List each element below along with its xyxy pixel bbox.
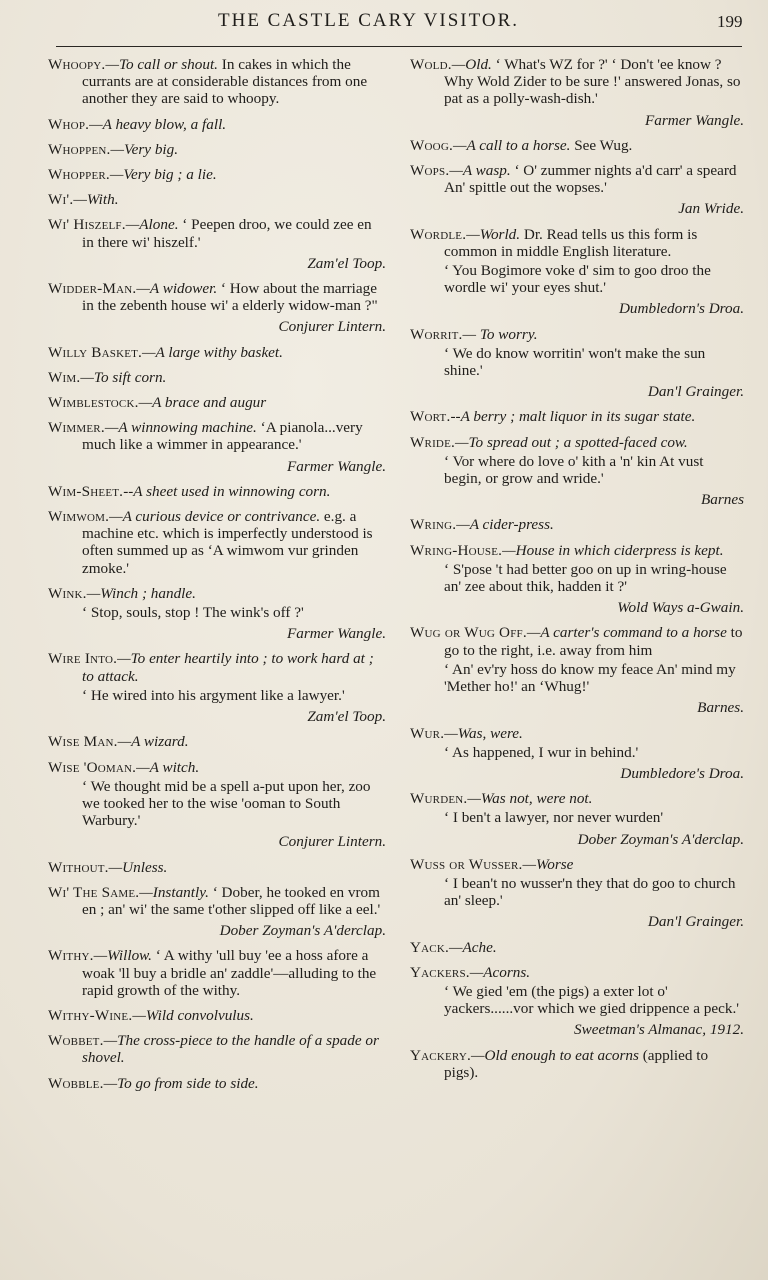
entry-text: ‘ Dober, he tooked en vrom en ; an' wi' the same t'other slipped off like a eel.'	[82, 883, 381, 918]
entry-quotation: ‘ S'pose 't had better goo on up in wring-house an' zee about thik, hadden it ?'	[444, 560, 727, 596]
entry-text: Dr. Read tells us this form is common in middle English literature.	[444, 225, 698, 260]
entry-source: Farmer Wangle.	[287, 457, 386, 475]
entry-source: Dan'l Grainger.	[647, 383, 744, 401]
left-column	[48, 56, 386, 1100]
entry-source: Zam'el Toop.	[307, 708, 386, 726]
entry-source: Conjurer Lintern.	[278, 833, 386, 851]
entry-quotation: ‘ Vor where do love o' kith a 'n' kin At vust begin, or grow and wride.'	[444, 452, 704, 488]
entry-definition: —A large withy basket.	[142, 343, 283, 361]
entry-definition: —A call to a horse.	[452, 136, 571, 154]
dictionary-entry	[48, 344, 386, 361]
entry-definition: —A curious device or contrivance.	[109, 508, 321, 526]
entry-headword: Wort.	[410, 408, 451, 426]
entry-text: In cakes in which the currants are at considerable distances from one another they are said to whoopy.	[82, 56, 368, 108]
entry-text: to go to the right, i.e. away from him	[444, 624, 743, 659]
entry-definition: —A widower.	[136, 280, 218, 298]
dictionary-entry	[48, 650, 386, 684]
entry-definition: —Worse	[522, 855, 574, 873]
entry-headword: Wordle.	[410, 225, 467, 243]
entry-headword: Wring.	[410, 516, 457, 534]
entry-definition: --A berry ; malt liquor in its sugar state.	[450, 408, 696, 426]
entry-headword: Wimwom.	[48, 508, 110, 526]
entry-headword: Wops.	[410, 162, 450, 180]
entry-headword: Wise Man.	[48, 733, 118, 751]
dictionary-entry	[410, 408, 744, 425]
entry-source: Dan'l Grainger.	[647, 913, 744, 931]
dictionary-entry	[48, 141, 386, 158]
dictionary-entry	[48, 56, 386, 108]
entry-definition: —Very big ; a lie.	[109, 166, 217, 184]
entry-source: Jan Wride.	[678, 200, 744, 218]
entry-quotation: ‘ As happened, I wur in behind.'	[444, 743, 639, 761]
entry-headword: Withy.	[48, 947, 94, 965]
dictionary-entry	[410, 964, 744, 981]
entry-definition: —To enter heartily into ; to work hard at ; to attack.	[82, 650, 374, 685]
entry-headword: Yackers.	[410, 963, 470, 981]
dictionary-entry	[48, 1075, 386, 1092]
entry-definition: --A sheet used in winnowing corn.	[123, 482, 331, 500]
entry-source: Conjurer Lintern.	[278, 318, 386, 336]
dictionary-entry	[410, 326, 744, 343]
entry-quotation: ‘ We gied 'em (the pigs) a exter lot o' yackers......vor which we gied drippence a peck.'	[444, 982, 739, 1018]
dictionary-entry	[48, 884, 386, 918]
entry-text: ‘ A withy 'ull buy 'ee a hoss afore a woak 'll buy a bridle an' zaddle'—alluding to the rapid growth of the withy.	[82, 947, 377, 999]
dictionary-entry	[48, 419, 386, 453]
entry-headword: Wurden.	[410, 790, 468, 808]
dictionary-entry	[48, 585, 386, 602]
dictionary-entry	[410, 516, 744, 533]
right-column	[410, 56, 744, 1089]
dictionary-entry	[410, 434, 744, 451]
dictionary-entry	[48, 369, 386, 386]
entry-headword: Wride.	[410, 433, 455, 451]
entry-headword: Without.	[48, 858, 109, 876]
dictionary-entry	[48, 394, 386, 411]
dictionary-entry	[410, 1047, 744, 1081]
dictionary-entry	[48, 116, 386, 133]
entry-headword: Wi'.	[48, 191, 74, 209]
dictionary-entry	[410, 226, 744, 260]
entry-definition: —Very big.	[110, 140, 179, 158]
entry-text: (applied to pigs).	[444, 1046, 709, 1081]
entry-quotation: ‘ You Bogimore voke d' sim to goo droo the wordle wi' your eyes shut.'	[444, 262, 711, 297]
header-rule	[56, 46, 742, 47]
entry-definition: —Was not, were not.	[467, 790, 593, 808]
dictionary-entry	[410, 725, 744, 742]
entry-definition: —A witch.	[136, 758, 200, 776]
dictionary-entry	[48, 859, 386, 876]
dictionary-entry	[48, 947, 386, 999]
entry-quotation: ‘ I bean't no wusser'n they that do goo to church an' sleep.'	[444, 874, 736, 910]
dictionary-entry	[410, 790, 744, 807]
entry-quotation: ‘ He wired into his argyment like a lawyer.'	[82, 686, 345, 704]
entry-text: ‘ Peepen droo, we could zee en in there wi' hiszelf.'	[82, 216, 372, 251]
entry-quotation: ‘ We thought mid be a spell a-put upon her, zoo we tooked her to the wise 'ooman to South Warbury.'	[82, 777, 371, 830]
entry-headword: Wi' Hiszelf.	[48, 216, 126, 234]
entry-quotation: ‘ I ben't a lawyer, nor never wurden'	[444, 809, 664, 827]
entry-definition: —To call or shout.	[105, 56, 218, 73]
entry-definition: —Old.	[451, 56, 492, 73]
entry-headword: Whoopy.	[48, 56, 106, 73]
page-number: 199	[717, 12, 743, 31]
dictionary-entry	[48, 483, 386, 500]
entry-headword: Yackery.	[410, 1046, 471, 1064]
entry-definition: —To go from side to side.	[103, 1074, 259, 1092]
entry-definition: —The cross-piece to the handle of a spade or shovel.	[82, 1032, 379, 1067]
entry-quotation: ‘ An' ev'ry hoss do know my feace An' mind my 'Mether ho!' an ‘Whug!'	[444, 660, 736, 696]
dictionary-entry	[48, 508, 386, 577]
entry-text: ‘A pianola...very much like a wimmer in appearance.'	[82, 419, 363, 454]
entry-headword: Widder-Man.	[48, 280, 137, 298]
entry-headword: Wold.	[410, 56, 452, 73]
entry-definition: —A heavy blow, a fall.	[89, 115, 227, 133]
running-title: THE CASTLE CARY VISITOR.	[218, 10, 520, 31]
page-header	[0, 8, 768, 38]
entry-text: ‘ How about the marriage in the zebenth house wi' a elderly widow-man ?"	[82, 280, 378, 315]
entry-headword: Wur.	[410, 724, 445, 742]
entry-headword: Whop.	[48, 115, 90, 133]
entry-source: Farmer Wangle.	[645, 111, 744, 129]
entry-headword: Wobble.	[48, 1074, 104, 1092]
entry-definition: —House in which ciderpress is kept.	[502, 541, 724, 559]
entry-headword: Yack.	[410, 938, 449, 956]
dictionary-entry	[410, 624, 744, 658]
entry-definition: —Instantly.	[139, 883, 209, 901]
entry-headword: Worrit.	[410, 325, 463, 343]
entry-source: Dumbledore's Droa.	[620, 764, 744, 782]
entry-definition: —A wizard.	[117, 733, 189, 751]
entry-headword: Woog.	[410, 136, 453, 154]
entry-source: Dumbledorn's Droa.	[618, 300, 744, 318]
dictionary-entry	[48, 759, 386, 776]
entry-definition: —A winnowing machine.	[104, 419, 257, 437]
entry-definition: —Ache.	[449, 938, 497, 956]
entry-source: Sweetman's Almanac, 1912.	[573, 1021, 744, 1039]
entry-definition: —A brace and augur	[138, 394, 267, 412]
entry-headword: Wink.	[48, 584, 87, 602]
entry-definition: —Wild convolvulus.	[132, 1006, 254, 1024]
dictionary-entry	[48, 166, 386, 183]
dictionary-entry	[410, 939, 744, 956]
entry-headword: Wug or Wug Off.	[410, 624, 527, 642]
entry-definition: —Unless.	[108, 858, 168, 876]
entry-headword: Wim.	[48, 368, 81, 386]
entry-quotation: ‘ We do know worritin' won't make the sun shine.'	[444, 344, 706, 380]
entry-headword: Wise 'Ooman.	[48, 758, 137, 776]
entry-definition: —Winch ; handle.	[86, 584, 196, 602]
entry-definition: —To spread out ; a spotted-faced cow.	[455, 433, 688, 451]
entry-definition: —Willow.	[93, 947, 152, 965]
entry-source: Dober Zoyman's A'derclap.	[577, 830, 744, 848]
entry-headword: Wire Into.	[48, 650, 118, 668]
entry-definition: —Old enough to eat acorns	[470, 1046, 639, 1064]
entry-definition: —With.	[73, 191, 119, 209]
dictionary-entry	[410, 856, 744, 873]
entry-definition: — To worry.	[462, 325, 538, 343]
entry-definition: —A carter's command to a horse	[526, 624, 727, 642]
entry-headword: Whoppen.	[48, 140, 111, 158]
entry-text: ‘ What's WZ for ?' ‘ Don't 'ee know ? Why Wold Zider to be sure !' answered Jonas, so pat as a polly-wash-dish.'	[444, 56, 741, 108]
entry-headword: Wim-Sheet.	[48, 482, 124, 500]
entry-headword: Willy Basket.	[48, 343, 143, 361]
dictionary-entry	[48, 1007, 386, 1024]
entry-definition: —A cider-press.	[456, 516, 554, 534]
entry-headword: Withy-Wine.	[48, 1006, 133, 1024]
entry-source: Wold Ways a-Gwain.	[617, 599, 744, 617]
dictionary-entry	[48, 191, 386, 208]
entry-headword: Wuss or Wusser.	[410, 855, 523, 873]
entry-source: Farmer Wangle.	[287, 625, 386, 643]
entry-text: ‘ O' zummer nights a'd carr' a speard An' spittle out the wopses.'	[444, 162, 737, 197]
dictionary-entry	[410, 162, 744, 196]
dictionary-entry	[48, 280, 386, 314]
entry-quotation: ‘ Stop, souls, stop ! The wink's off ?'	[82, 604, 304, 622]
entry-source: Barnes	[700, 491, 744, 509]
entry-text: See Wug.	[570, 136, 633, 154]
entry-definition: —Acorns.	[469, 963, 531, 981]
entry-definition: —Was, were.	[444, 724, 523, 742]
entry-source: Dober Zoyman's A'derclap.	[219, 922, 386, 940]
entry-source: Barnes.	[697, 699, 744, 717]
entry-headword: Wimmer.	[48, 419, 105, 437]
dictionary-entry	[410, 542, 744, 559]
entry-headword: Wobbet.	[48, 1032, 104, 1050]
dictionary-entry	[410, 137, 744, 154]
entry-headword: Whopper.	[48, 166, 110, 184]
entry-text: e.g. a machine etc. which is imperfectly understood is often summed up as ‘A wimwom vur grinden zmoke.'	[82, 508, 373, 577]
dictionary-entry	[48, 216, 386, 250]
entry-headword: Wi' The Same.	[48, 883, 140, 901]
dictionary-entry	[48, 733, 386, 750]
entry-definition: —Alone.	[125, 216, 179, 234]
entry-source: Zam'el Toop.	[307, 254, 386, 272]
entry-definition: —A wasp.	[449, 162, 511, 180]
entry-headword: Wimblestock.	[48, 394, 139, 412]
dictionary-entry	[410, 56, 744, 108]
entry-definition: —World.	[466, 225, 521, 243]
entry-definition: —To sift corn.	[80, 368, 167, 386]
dictionary-entry	[48, 1032, 386, 1066]
entry-headword: Wring-House.	[410, 541, 503, 559]
